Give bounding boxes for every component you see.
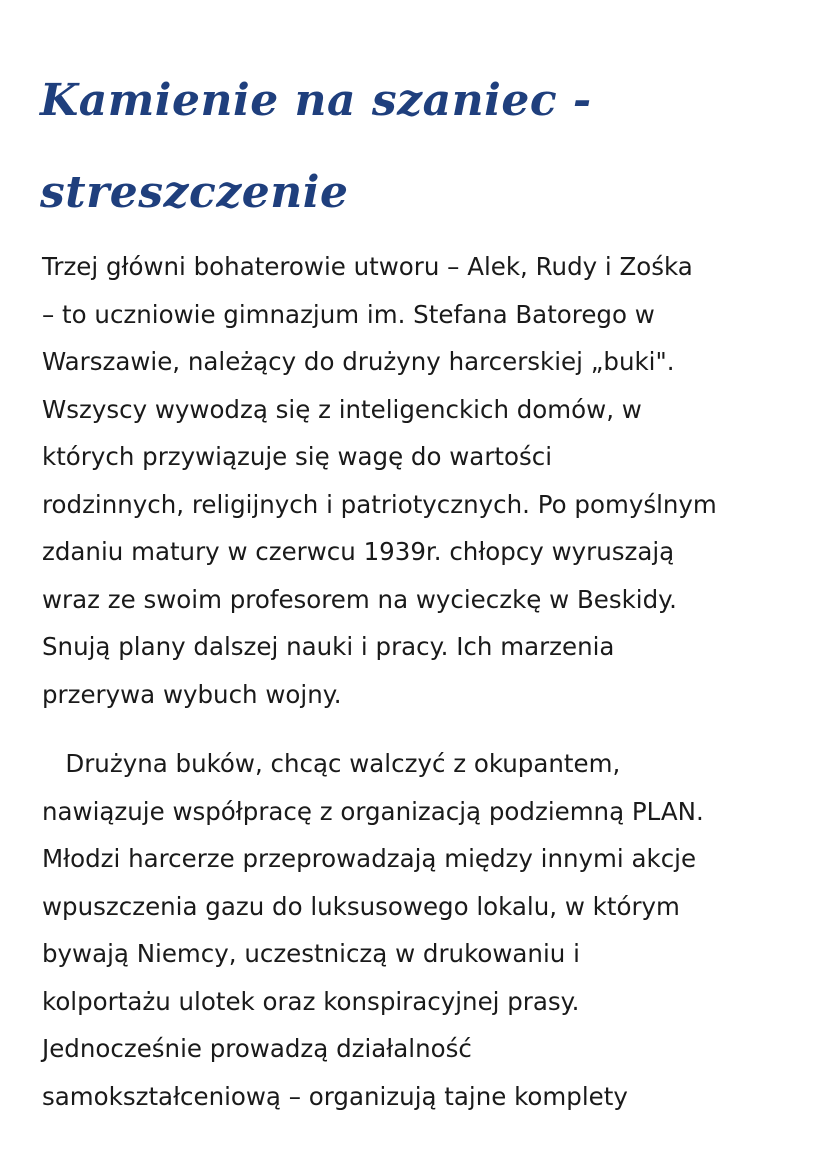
text-line: kolportażu ulotek oraz konspiracyjnej prasy. [42,986,580,1016]
page-title [40,55,600,239]
text-line: których przywiązuje się wagę do wartości [42,442,553,471]
paragraph-2 [42,740,802,1120]
text-line: zdaniu matury w czerwcu 1939r. chłopcy wyruszają [42,537,675,566]
text-line: rodzinnych, religijnych i patriotycznych. Po pomyślnym [42,489,717,519]
text-line: samokształceniową – organizują tajne komplety [42,1081,628,1111]
text-line: Warszawie, należący do drużyny harcerskiej „buki". [42,347,675,376]
text-line: Jednocześnie prowadzą działalność [42,1034,472,1063]
text-line: nawiązuje współpracę z organizacją podziemną PLAN. [42,796,704,826]
text-line: Snują plany dalszej nauki i pracy. Ich marzenia [42,632,615,661]
text-line: wpuszczenia gazu do luksusowego lokalu, w którym [42,891,680,921]
text-line: przerywa wybuch wojny. [42,679,342,709]
text-line: – to uczniowie gimnazjum im. Stefana Batorego w [42,299,655,329]
paragraph-1 [42,243,802,718]
text-line: Młodzi harcerze przeprowadzają między innymi akcje [42,844,697,873]
title-line-2: streszczenie [40,167,349,218]
text-line: Trzej główni bohaterowie utworu – Alek, Rudy i Zośka [42,252,693,281]
text-line: wraz ze swoim profesorem na wycieczkę w Beskidy. [42,584,677,614]
title-line-1: Kamienie na szaniec - [40,75,592,126]
text-line: Drużyna buków, chcąc walczyć z okupantem, [42,749,621,778]
text-line: bywają Niemcy, uczestniczą w drukowaniu i [42,939,580,968]
text-line: Wszyscy wywodzą się z inteligenckich domów, w [42,394,642,424]
